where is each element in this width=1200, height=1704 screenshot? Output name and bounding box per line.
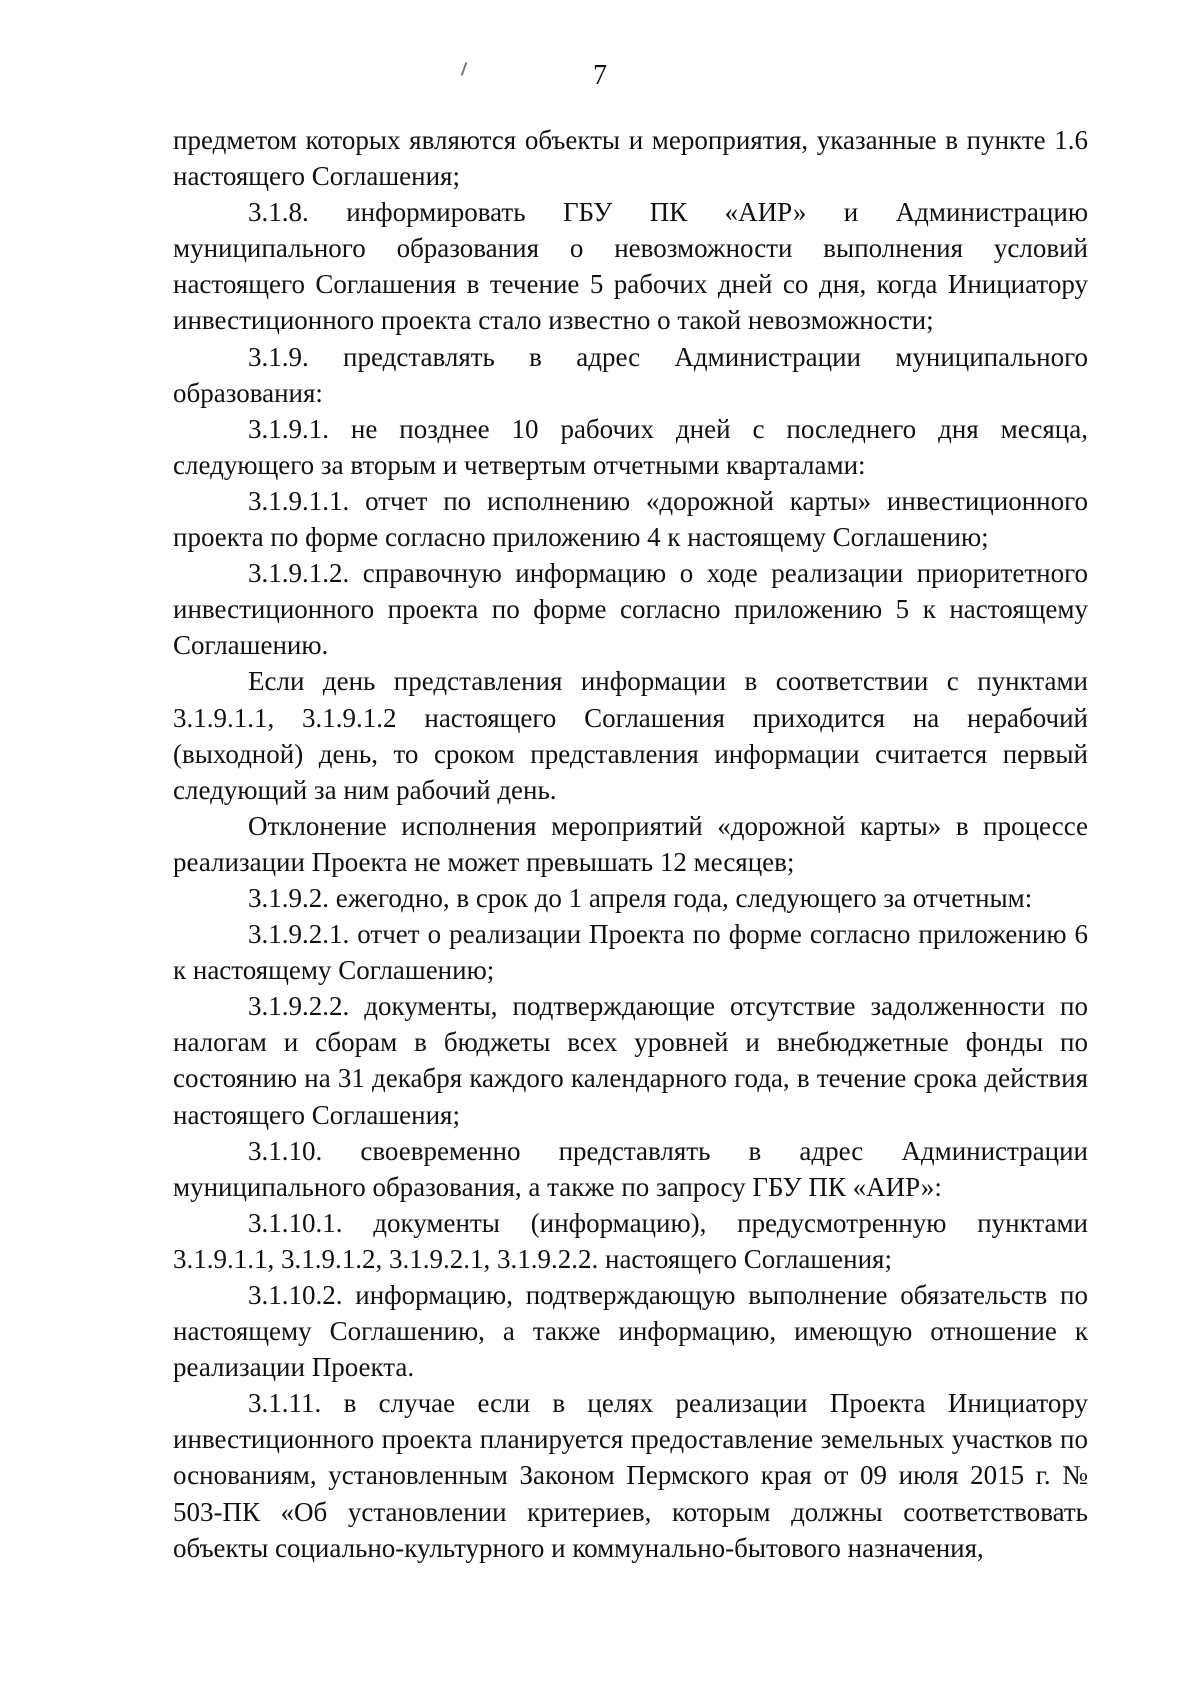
paragraph-3-1-10-1: 3.1.10.1. документы (информацию), предусмотренную пунктами 3.1.9.1.1, 3.1.9.1.2, 3.1.9.2.1, 3.1.9.2.2. настоящего Соглашения; bbox=[173, 1207, 1088, 1274]
document-body bbox=[173, 122, 1088, 1566]
paragraph-3-1-11: 3.1.11. в случае если в целях реализации Проекта Инициатору инвестиционного проекта планируется предоставление земельных участков по основаниям, установленным Законом Пермского края от 09 июля 2015 г. № 503-ПК «Об установлении критериев, которым должны соответствовать объекты социально-культурного и коммунально-бытового назначения, bbox=[173, 1388, 1088, 1563]
paragraph-3-1-10-2: 3.1.10.2. информацию, подтверждающую выполнение обязательств по настоящему Соглашению, а также информацию, имеющую отношение к реализации Проекта. bbox=[173, 1280, 1088, 1383]
paragraph-continuation: предметом которых являются объекты и мероприятия, указанные в пункте 1.6 настоящего Соглашения; bbox=[173, 125, 1088, 192]
paragraph-3-1-9-1-2: 3.1.9.1.2. справочную информацию о ходе реализации приоритетного инвестиционного проекта по форме согласно приложению 5 к настоящему Соглашению. bbox=[173, 558, 1088, 661]
paragraph-3-1-10: 3.1.10. своевременно представлять в адрес Администрации муниципального образования, а также по запросу ГБУ ПК «АИР»: bbox=[173, 1135, 1088, 1202]
page-number: 7 bbox=[593, 60, 607, 91]
paragraph-3-1-9: 3.1.9. представлять в адрес Администрации муниципального образования: bbox=[173, 341, 1088, 408]
paragraph-3-1-9-1-1: 3.1.9.1.1. отчет по исполнению «дорожной карты» инвестиционного проекта по форме согласно приложению 4 к настоящему Соглашению; bbox=[173, 485, 1088, 553]
paragraph-3-1-9-2-2: 3.1.9.2.2. документы, подтверждающие отсутствие задолженности по налогам и сборам в бюджеты всех уровней и внебюджетные фонды по состоянию на 31 декабря каждого календарного года, в течение срока действия настоящего Соглашения; bbox=[173, 991, 1088, 1130]
paragraph-3-1-8: 3.1.8. информировать ГБУ ПК «АИР» и Администрацию муниципального образования о невозможности выполнения условий настоящего Соглашения в течение 5 рабочих дней со дня, когда Инициатору инвестиционного проекта стало известно о такой невозможности; bbox=[173, 197, 1088, 336]
paragraph-deviation-note: Отклонение исполнения мероприятий «дорожной карты» в процессе реализации Проекта не может превышать 12 месяцев; bbox=[173, 810, 1088, 877]
paragraph-3-1-9-2-1: 3.1.9.2.1. отчет о реализации Проекта по форме согласно приложению 6 к настоящему Соглашению; bbox=[173, 919, 1088, 986]
paragraph-3-1-9-2: 3.1.9.2. ежегодно, в срок до 1 апреля года, следующего за отчетным: bbox=[248, 882, 1033, 913]
paragraph-deadline-note: Если день представления информации в соответствии с пунктами 3.1.9.1.1, 3.1.9.1.2 настоящего Соглашения приходится на нерабочий (выходной) день, то сроком представления информации считается первый следующий за ним рабочий день. bbox=[173, 666, 1088, 805]
paragraph-3-1-9-1: 3.1.9.1. не позднее 10 рабочих дней с последнего дня месяца, следующего за вторым и четвертым отчетными кварталами: bbox=[173, 413, 1088, 480]
